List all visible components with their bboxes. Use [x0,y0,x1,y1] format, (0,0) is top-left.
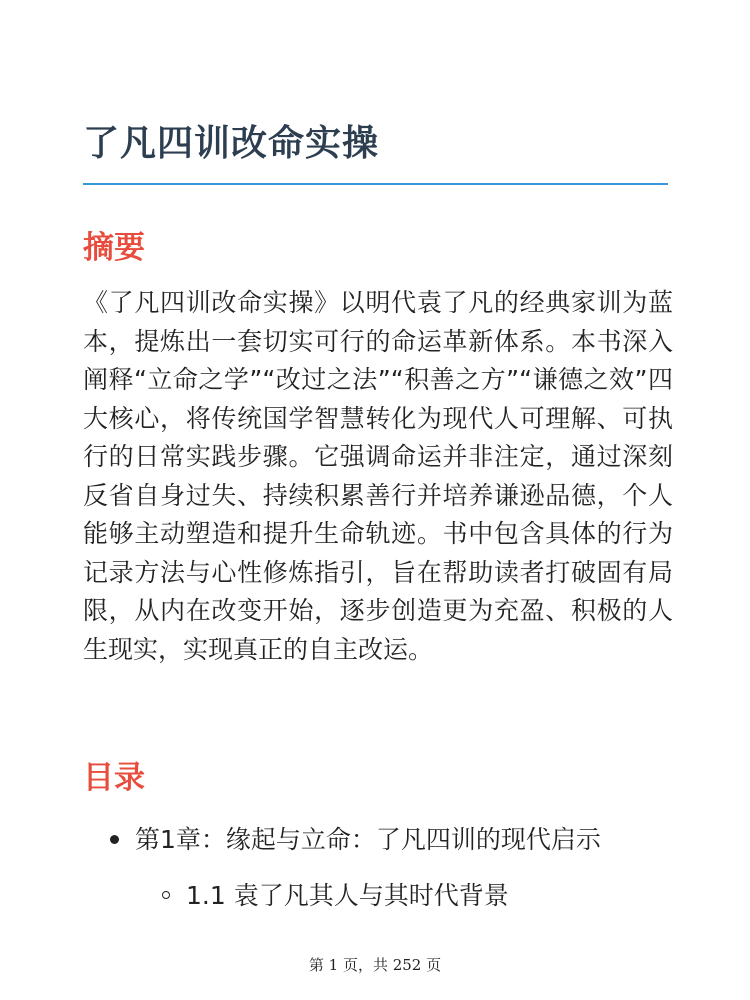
toc-heading: 目录 [83,760,145,796]
abstract-heading: 摘要 [83,230,145,266]
title-divider [83,183,668,185]
toc-item-chapter-1[interactable] [110,820,601,856]
document-title: 了凡四训改命实操 [83,123,380,164]
page-number-footer: 第 1 页，共 252 页 [308,956,442,974]
abstract-body: 《了凡四训改命实操》以明代袁了凡的经典家训为蓝本，提炼出一套切实可行的命运革新体系。本书深入阐释“立命之学”“改过之法”“积善之方”“谦德之效”四大核心，将传统国学智慧转化为现代人可理解、可执行的日常实践步骤。它强调命运并非注定，通过深刻反省自身过失、持续积累善行并培养谦逊品德，个人能够主动塑造和提升生命轨迹。书中包含具体的行为记录方法与心性修炼指引，旨在帮助读者打破固有局限，从内在改变开始，逐步创造更为充盈、积极的人生现实，实现真正的自主改运。 [83,288,673,664]
bullet-circle-icon [162,891,170,899]
toc-item-section-1-1[interactable] [162,876,509,912]
toc-item-label: 1.1 袁了凡其人与其时代背景 [186,881,509,910]
bullet-disc-icon [110,835,119,844]
toc-item-label: 第1章：缘起与立命：了凡四训的现代启示 [135,825,601,854]
